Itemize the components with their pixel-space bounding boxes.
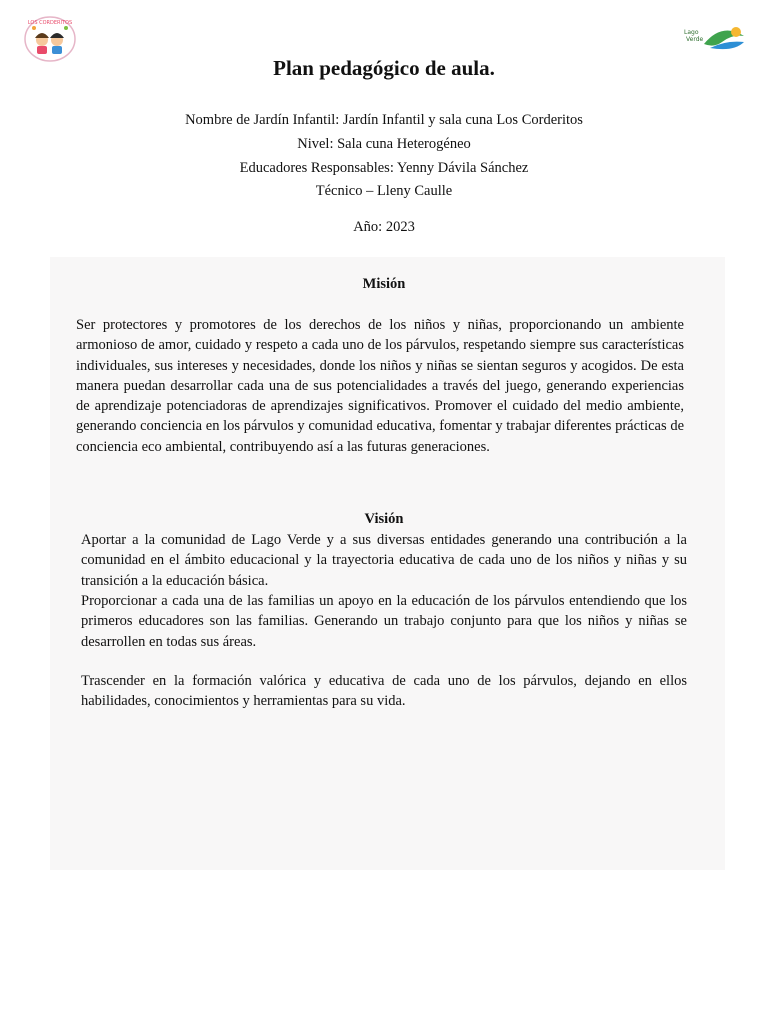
vision-heading: Visión bbox=[364, 511, 404, 527]
svg-text:LOS CORDERITOS: LOS CORDERITOS bbox=[27, 20, 73, 26]
mision-text: Ser protectores y promotores de los derechos de los niños y niñas, proporcionando un ambiente armonioso de amor, cuidado y respeto a cada uno de los párvulos, respetando siempre sus características individuales, sus intereses y necesidades, donde los niños y niñas se sientan seguros y acogidos. De esta manera puedan desarrollar cada una de sus potencialidades a través del juego, generando experiencias de aprendizaje potenciadoras de aprendizajes significativos. Promover el cuidado del medio ambiente, generando conciencia en los párvulos y comunidad educativa, fomentar y trabajar diferentes prácticas de conciencia eco ambiental, contribuyendo así a las futuras generaciones. bbox=[76, 317, 684, 455]
jardin-name: Nombre de Jardín Infantil: Jardín Infantil y sala cuna Los Corderitos bbox=[185, 112, 583, 128]
lago-verde-logo bbox=[682, 18, 748, 58]
svg-text:Lago: Lago bbox=[684, 29, 699, 36]
page-title: Plan pedagógico de aula. bbox=[273, 56, 495, 80]
anio: Año: 2023 bbox=[353, 219, 415, 235]
vision-paragraph-3: Trascender en la formación valórica y educativa de cada uno de los párvulos, dejando en ellos habilidades, conocimientos y herramientas para su vida. bbox=[81, 673, 687, 710]
svg-text:Verde: Verde bbox=[686, 36, 704, 43]
nivel: Nivel: Sala cuna Heterogéneo bbox=[297, 136, 471, 152]
vision-paragraph-1: Aportar a la comunidad de Lago Verde y a sus diversas entidades generando una contribución a la comunidad en el ámbito educacional y la trayectoria educativa de cada uno de los niños y niñas y su transición a la educación básica. bbox=[81, 532, 687, 589]
vision-paragraph-2: Proporcionar a cada una de las familias un apoyo en la educación de los párvulos entendiendo que los primeros educadores son las familias. Generando un trabajo conjunto para que los niños y niñas se desarrollen en todas sus áreas. bbox=[81, 593, 687, 650]
mision-heading: Misión bbox=[362, 276, 406, 292]
educadores-responsables: Educadores Responsables: Yenny Dávila Sánchez bbox=[239, 160, 529, 176]
tecnico: Técnico – Lleny Caulle bbox=[315, 183, 453, 199]
